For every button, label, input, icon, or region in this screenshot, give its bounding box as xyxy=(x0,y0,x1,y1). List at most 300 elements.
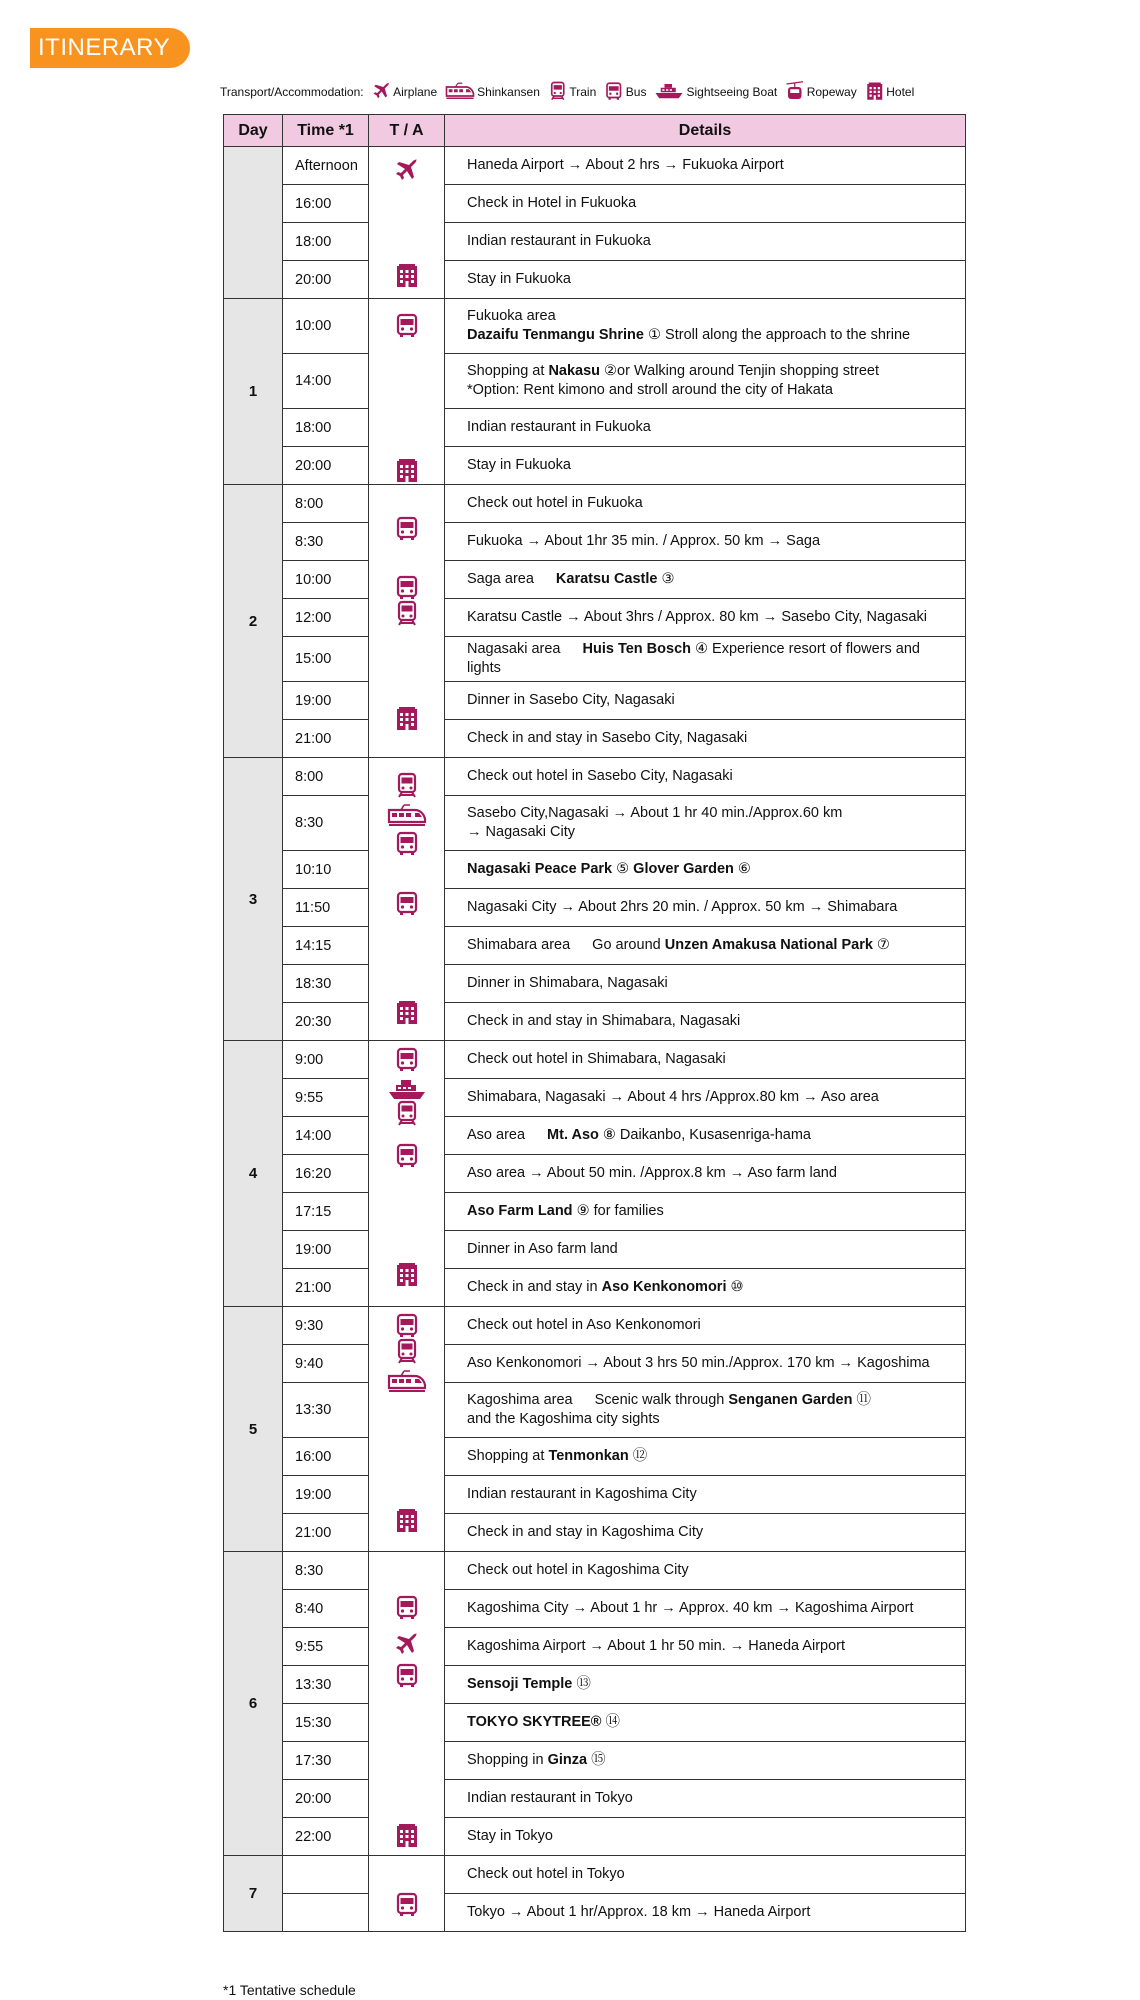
table-row xyxy=(224,1231,966,1269)
table-row xyxy=(224,1041,966,1079)
bus-icon xyxy=(394,1891,420,1917)
details-line xyxy=(467,1713,955,1732)
time-cell: 19:00 xyxy=(283,1476,369,1514)
time-cell: 13:30 xyxy=(283,1666,369,1704)
details-line xyxy=(467,1316,955,1335)
details-cell xyxy=(445,1041,966,1079)
details-text: Check out hotel in Aso Kenkonomori xyxy=(467,1317,701,1333)
time-cell: 18:00 xyxy=(283,223,369,261)
header-details: Details xyxy=(445,115,966,147)
details-text: Shopping at xyxy=(467,363,549,379)
time-cell: 10:00 xyxy=(283,299,369,354)
shinkansen-icon xyxy=(387,1368,427,1394)
details-cell xyxy=(445,1438,966,1476)
transport-legend xyxy=(220,80,922,104)
time-cell: 21:00 xyxy=(283,1269,369,1307)
details-cell xyxy=(445,1856,966,1894)
time-cell: 12:00 xyxy=(283,599,369,637)
train-icon xyxy=(394,600,420,626)
details-cell xyxy=(445,758,966,796)
details-cell xyxy=(445,965,966,1003)
details-line xyxy=(467,456,955,475)
airplane-icon xyxy=(372,81,394,104)
details-text: ⑥ xyxy=(733,861,751,877)
details-line xyxy=(467,1088,955,1107)
time-cell: 18:00 xyxy=(283,409,369,447)
transport-cell xyxy=(369,485,445,758)
time-cell: 19:00 xyxy=(283,1231,369,1269)
details-line xyxy=(467,1126,955,1145)
details-cell xyxy=(445,720,966,758)
details-line xyxy=(467,1751,955,1770)
legend-label: Ropeway xyxy=(806,85,857,99)
details-line xyxy=(467,1278,955,1297)
time-cell: 13:30 xyxy=(283,1383,369,1438)
table-row xyxy=(224,354,966,409)
train-icon xyxy=(394,1100,420,1126)
details-text: *Option: Rent kimono and stroll around the city of Hakata xyxy=(467,382,833,398)
airplane-icon xyxy=(394,1631,420,1657)
table-row xyxy=(224,720,966,758)
time-cell: 22:00 xyxy=(283,1818,369,1856)
details-cell xyxy=(445,409,966,447)
time-cell: 16:00 xyxy=(283,185,369,223)
time-cell: 9:00 xyxy=(283,1041,369,1079)
details-text: Karatsu Castle → About 3hrs / Approx. 80 km → Sasebo City, Nagasaki xyxy=(467,609,927,625)
details-line xyxy=(467,1202,955,1221)
details-line xyxy=(467,729,955,748)
time-cell: 9:30 xyxy=(283,1307,369,1345)
bus-icon xyxy=(394,1312,420,1338)
details-cell xyxy=(445,1383,966,1438)
hotel-icon xyxy=(394,457,420,483)
details-text: ⑦ xyxy=(872,937,890,953)
time-cell: 9:55 xyxy=(283,1079,369,1117)
table-row xyxy=(224,185,966,223)
itinerary-tag: ITINERARY xyxy=(30,28,190,68)
details-text: ⑤ xyxy=(612,861,634,877)
time-cell: 9:55 xyxy=(283,1628,369,1666)
details-text: Check out hotel in Tokyo xyxy=(467,1866,625,1882)
details-line xyxy=(467,1410,955,1429)
table-row xyxy=(224,758,966,796)
details-line xyxy=(467,326,955,345)
details-cell xyxy=(445,796,966,851)
details-text: Shopping in xyxy=(467,1752,548,1768)
footnote: *1 Tentative schedule xyxy=(223,1982,356,1998)
table-row xyxy=(224,1552,966,1590)
details-line xyxy=(467,1354,955,1373)
details-cell xyxy=(445,1193,966,1231)
day-cell: 4 xyxy=(224,1041,283,1307)
time-cell: 17:30 xyxy=(283,1742,369,1780)
details-text: Stay in Fukuoka xyxy=(467,271,571,287)
highlight-text: Ginza xyxy=(547,1752,588,1768)
details-text: Check in and stay in Sasebo City, Nagasaki xyxy=(467,730,748,746)
details-text: Go around xyxy=(592,937,665,953)
time-cell: 20:00 xyxy=(283,1780,369,1818)
hotel-icon xyxy=(394,1261,420,1287)
details-line xyxy=(467,194,955,213)
details-line xyxy=(467,1675,955,1694)
highlight-text: Huis Ten Bosch xyxy=(582,641,691,657)
sightseeing-boat-icon xyxy=(387,1076,427,1102)
legend-item-train xyxy=(548,81,596,104)
ropeway-icon xyxy=(785,81,807,104)
table-row xyxy=(224,1666,966,1704)
highlight-text: Dazaifu Tenmangu Shrine xyxy=(467,327,644,343)
details-cell xyxy=(445,485,966,523)
time-cell: Afternoon xyxy=(283,147,369,185)
time-cell: 8:40 xyxy=(283,1590,369,1628)
time-cell: 8:00 xyxy=(283,485,369,523)
time-cell: 10:00 xyxy=(283,561,369,599)
details-text: Fukuoka area xyxy=(467,308,556,324)
details-text: Nagasaki area xyxy=(467,641,561,657)
details-cell xyxy=(445,299,966,354)
details-line xyxy=(467,156,955,175)
details-line xyxy=(467,898,955,917)
day-cell: 5 xyxy=(224,1307,283,1552)
details-line xyxy=(467,532,955,551)
details-line xyxy=(467,1561,955,1580)
details-line xyxy=(467,362,955,381)
hotel-icon xyxy=(865,81,887,104)
table-row xyxy=(224,485,966,523)
details-line xyxy=(467,570,955,589)
details-text: Aso area xyxy=(467,1127,526,1143)
hotel-icon xyxy=(394,1507,420,1533)
table-row xyxy=(224,682,966,720)
details-text: Stay in Fukuoka xyxy=(467,457,571,473)
details-line xyxy=(467,767,955,786)
details-cell xyxy=(445,1818,966,1856)
details-text: Check in and stay in Kagoshima City xyxy=(467,1524,704,1540)
details-cell xyxy=(445,1117,966,1155)
details-line xyxy=(467,1599,955,1618)
details-text: ① Stroll along the approach to the shrine xyxy=(643,327,911,343)
legend-item-ropeway xyxy=(785,81,857,104)
highlight-text: Nagasaki Peace Park xyxy=(467,861,613,877)
table-header-row xyxy=(224,115,966,147)
details-text: ⑨ for families xyxy=(572,1203,664,1219)
details-text: Indian restaurant in Tokyo xyxy=(467,1790,633,1806)
details-line xyxy=(467,608,955,627)
highlight-text: Sensoji Temple xyxy=(467,1676,573,1692)
transport-cell xyxy=(369,758,445,1041)
time-cell xyxy=(283,1894,369,1932)
table-row xyxy=(224,1307,966,1345)
time-cell: 15:00 xyxy=(283,637,369,682)
table-row xyxy=(224,523,966,561)
details-cell xyxy=(445,185,966,223)
bus-icon xyxy=(394,515,420,541)
table-row xyxy=(224,599,966,637)
time-cell: 9:40 xyxy=(283,1345,369,1383)
table-row xyxy=(224,261,966,299)
transport-cell xyxy=(369,1552,445,1856)
bus-icon xyxy=(394,574,420,600)
details-cell xyxy=(445,637,966,682)
details-cell xyxy=(445,261,966,299)
day-cell: 6 xyxy=(224,1552,283,1856)
details-cell xyxy=(445,682,966,720)
table-row xyxy=(224,1514,966,1552)
details-cell xyxy=(445,223,966,261)
details-text: Kagoshima area xyxy=(467,1392,573,1408)
highlight-text: Tenmonkan xyxy=(548,1448,629,1464)
details-text: ⑩ xyxy=(726,1279,744,1295)
details-line xyxy=(467,936,955,955)
itinerary-table xyxy=(223,114,966,1932)
details-text: Tokyo → About 1 hr/Approx. 18 km → Haneda Airport xyxy=(467,1904,811,1920)
sightseeing-boat-icon xyxy=(654,81,686,104)
details-text: ⑮ xyxy=(587,1752,606,1768)
table-row xyxy=(224,1117,966,1155)
highlight-text: Aso Farm Land xyxy=(467,1203,573,1219)
details-line xyxy=(467,232,955,251)
hotel-icon xyxy=(394,705,420,731)
legend-label: Shinkansen xyxy=(477,85,540,99)
day-cell: 1 xyxy=(224,299,283,485)
details-cell xyxy=(445,1590,966,1628)
time-cell: 8:30 xyxy=(283,796,369,851)
highlight-text: Mt. Aso xyxy=(547,1127,599,1143)
details-cell xyxy=(445,1003,966,1041)
time-cell: 16:20 xyxy=(283,1155,369,1193)
time-cell: 21:00 xyxy=(283,720,369,758)
details-cell xyxy=(445,851,966,889)
details-line xyxy=(467,823,955,842)
transport-cell xyxy=(369,1307,445,1552)
details-cell xyxy=(445,889,966,927)
bus-icon xyxy=(394,890,420,916)
details-line xyxy=(467,1827,955,1846)
time-cell: 16:00 xyxy=(283,1438,369,1476)
details-text: ⑪ xyxy=(852,1392,872,1408)
time-cell: 14:00 xyxy=(283,354,369,409)
details-cell xyxy=(445,1666,966,1704)
header-ta: T / A xyxy=(369,115,445,147)
details-text: Check in and stay in xyxy=(467,1279,602,1295)
details-text: Stay in Tokyo xyxy=(467,1828,553,1844)
details-text: ⑭ xyxy=(601,1714,621,1730)
details-text: Fukuoka → About 1hr 35 min. / Approx. 50 km → Saga xyxy=(467,533,821,549)
details-text: Check in Hotel in Fukuoka xyxy=(467,195,637,211)
details-line xyxy=(467,1637,955,1656)
details-cell xyxy=(445,1079,966,1117)
bus-icon xyxy=(394,830,420,856)
details-line xyxy=(467,640,955,678)
details-cell xyxy=(445,561,966,599)
details-cell xyxy=(445,1231,966,1269)
details-line xyxy=(467,1789,955,1808)
details-text: ④ Experience resort of flowers and lights xyxy=(467,641,920,676)
details-line xyxy=(467,1523,955,1542)
details-line xyxy=(467,1391,955,1410)
details-text: ⑬ xyxy=(572,1676,591,1692)
table-row xyxy=(224,851,966,889)
details-text: Check out hotel in Sasebo City, Nagasaki xyxy=(467,768,733,784)
itinerary-body xyxy=(224,147,966,1932)
airplane-icon xyxy=(394,157,420,183)
details-cell xyxy=(445,523,966,561)
table-row xyxy=(224,147,966,185)
details-cell xyxy=(445,1514,966,1552)
details-text: ③ xyxy=(657,571,675,587)
time-cell: 21:00 xyxy=(283,1514,369,1552)
time-cell: 8:00 xyxy=(283,758,369,796)
details-line xyxy=(467,307,955,326)
time-cell: 8:30 xyxy=(283,523,369,561)
highlight-text: Aso Kenkonomori xyxy=(601,1279,727,1295)
train-icon xyxy=(394,772,420,798)
highlight-text: Karatsu Castle xyxy=(555,571,658,587)
table-row xyxy=(224,561,966,599)
table-row xyxy=(224,1345,966,1383)
details-text: Aso area → About 50 min. /Approx.8 km → Aso farm land xyxy=(467,1165,837,1181)
time-cell: 20:30 xyxy=(283,1003,369,1041)
transport-cell xyxy=(369,1041,445,1307)
table-row xyxy=(224,1155,966,1193)
transport-cell xyxy=(369,147,445,299)
details-cell xyxy=(445,1345,966,1383)
details-cell xyxy=(445,1704,966,1742)
details-line xyxy=(467,1447,955,1466)
bus-icon xyxy=(394,1594,420,1620)
details-text: Shimabara, Nagasaki → About 4 hrs /Approx.80 km → Aso area xyxy=(467,1089,879,1105)
details-text: ⑫ xyxy=(628,1448,648,1464)
shinkansen-icon xyxy=(445,81,477,104)
legend-lead: Transport/Accommodation: xyxy=(220,85,364,99)
transport-cell xyxy=(369,1856,445,1932)
details-text: Shopping at xyxy=(467,1448,549,1464)
bus-icon xyxy=(394,1046,420,1072)
time-cell: 19:00 xyxy=(283,682,369,720)
time-cell: 20:00 xyxy=(283,261,369,299)
details-cell xyxy=(445,1552,966,1590)
details-text: Check in and stay in Shimabara, Nagasaki xyxy=(467,1013,741,1029)
details-cell xyxy=(445,927,966,965)
table-row xyxy=(224,1079,966,1117)
details-text: Sasebo City,Nagasaki → About 1 hr 40 min./Approx.60 km xyxy=(467,805,843,821)
table-row xyxy=(224,927,966,965)
table-row xyxy=(224,796,966,851)
details-line xyxy=(467,1050,955,1069)
details-text: Dinner in Shimabara, Nagasaki xyxy=(467,975,668,991)
time-cell: 14:15 xyxy=(283,927,369,965)
details-cell xyxy=(445,1307,966,1345)
time-cell: 8:30 xyxy=(283,1552,369,1590)
details-line xyxy=(467,1240,955,1259)
details-text: Check out hotel in Kagoshima City xyxy=(467,1562,689,1578)
table-row xyxy=(224,965,966,1003)
details-text: Kagoshima City → About 1 hr → Approx. 40 km → Kagoshima Airport xyxy=(467,1600,914,1616)
hotel-icon xyxy=(394,262,420,288)
highlight-text: Senganen Garden xyxy=(728,1392,853,1408)
details-cell xyxy=(445,354,966,409)
details-text: Check out hotel in Shimabara, Nagasaki xyxy=(467,1051,726,1067)
time-cell xyxy=(283,1856,369,1894)
highlight-text: Unzen Amakusa National Park xyxy=(664,937,873,953)
details-line xyxy=(467,1903,955,1922)
header-day: Day xyxy=(224,115,283,147)
day-cell xyxy=(224,147,283,299)
time-cell: 20:00 xyxy=(283,447,369,485)
details-text: Dinner in Aso farm land xyxy=(467,1241,618,1257)
details-line xyxy=(467,381,955,400)
table-row xyxy=(224,1704,966,1742)
bus-icon xyxy=(394,312,420,338)
details-text: and the Kagoshima city sights xyxy=(467,1411,660,1427)
details-cell xyxy=(445,1628,966,1666)
time-cell: 11:50 xyxy=(283,889,369,927)
details-text: Shimabara area xyxy=(467,937,571,953)
legend-label: Sightseeing Boat xyxy=(686,85,778,99)
table-row xyxy=(224,1818,966,1856)
details-cell xyxy=(445,1155,966,1193)
details-cell xyxy=(445,147,966,185)
table-row xyxy=(224,889,966,927)
details-line xyxy=(467,418,955,437)
details-text: Dinner in Sasebo City, Nagasaki xyxy=(467,692,675,708)
table-row xyxy=(224,1193,966,1231)
table-row xyxy=(224,1742,966,1780)
details-text: Indian restaurant in Fukuoka xyxy=(467,419,651,435)
table-row xyxy=(224,1856,966,1894)
bus-icon xyxy=(604,81,626,104)
legend-item-airplane xyxy=(372,81,438,104)
table-row xyxy=(224,447,966,485)
table-row xyxy=(224,1590,966,1628)
table-row xyxy=(224,1476,966,1514)
legend-label: Airplane xyxy=(393,85,438,99)
time-cell: 14:00 xyxy=(283,1117,369,1155)
legend-item-bus xyxy=(604,81,646,104)
bus-icon xyxy=(394,1142,420,1168)
hotel-icon xyxy=(394,999,420,1025)
details-line xyxy=(467,691,955,710)
table-row xyxy=(224,1894,966,1932)
legend-item-boat xyxy=(654,81,777,104)
details-line xyxy=(467,1865,955,1884)
details-text: Aso Kenkonomori → About 3 hrs 50 min./Approx. 170 km → Kagoshima xyxy=(467,1355,930,1371)
details-text: Indian restaurant in Fukuoka xyxy=(467,233,651,249)
details-line xyxy=(467,1485,955,1504)
day-cell: 7 xyxy=(224,1856,283,1932)
details-text: Scenic walk through xyxy=(594,1392,729,1408)
table-row xyxy=(224,1780,966,1818)
highlight-text: TOKYO SKYTREE® xyxy=(467,1714,602,1730)
details-text: Haneda Airport → About 2 hrs → Fukuoka Airport xyxy=(467,157,784,173)
table-row xyxy=(224,299,966,354)
legend-label: Bus xyxy=(625,85,647,99)
details-cell xyxy=(445,447,966,485)
details-line xyxy=(467,804,955,823)
time-cell: 17:15 xyxy=(283,1193,369,1231)
details-line xyxy=(467,860,955,879)
details-line xyxy=(467,494,955,513)
train-icon xyxy=(394,1338,420,1364)
time-cell: 10:10 xyxy=(283,851,369,889)
details-line xyxy=(467,974,955,993)
details-text: ②or Walking around Tenjin shopping street xyxy=(600,363,880,379)
details-text: ⑧ Daikanbo, Kusasenriga-hama xyxy=(598,1127,811,1143)
header-time: Time *1 xyxy=(283,115,369,147)
table-row xyxy=(224,637,966,682)
details-cell xyxy=(445,599,966,637)
legend-label: Train xyxy=(569,85,597,99)
